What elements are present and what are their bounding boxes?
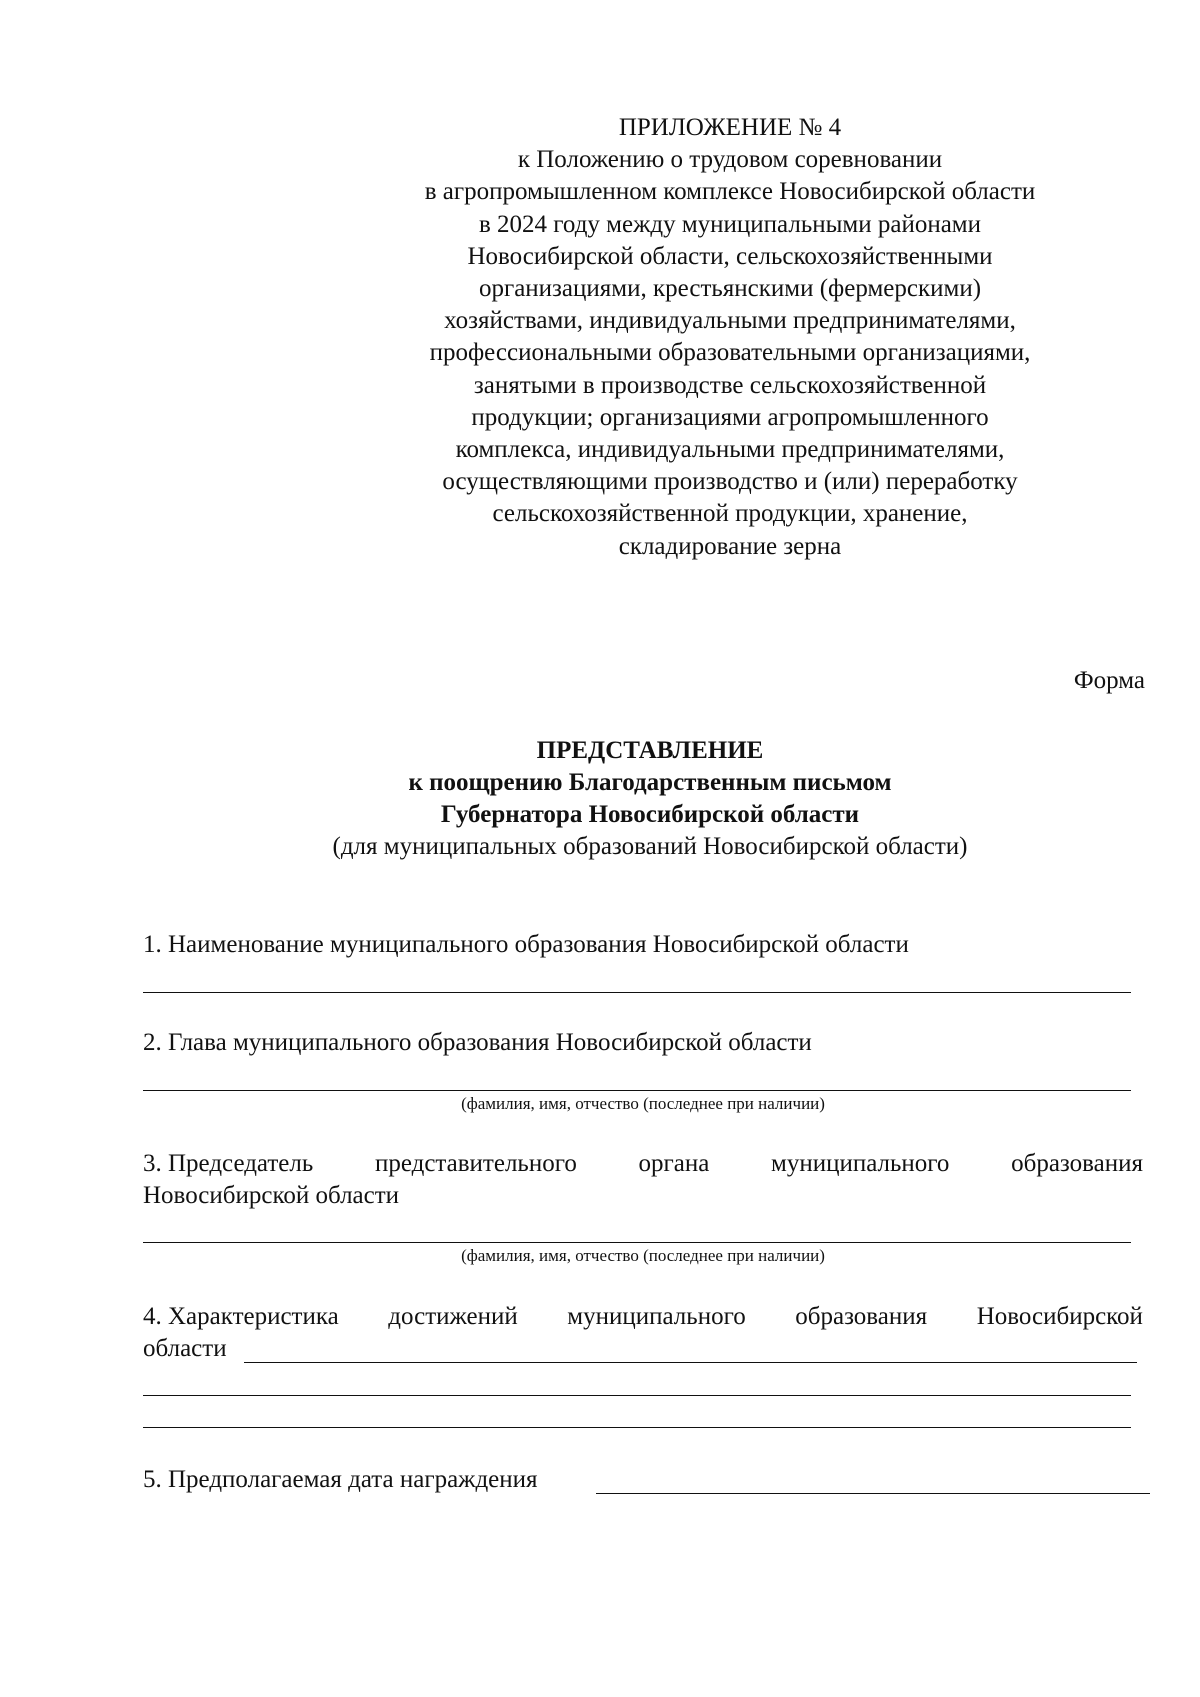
item-1-label: 1. Наименование муниципального образования Новосибирской области: [143, 931, 909, 958]
item-5-input-line[interactable]: [596, 1493, 1150, 1494]
item-1-input-line[interactable]: [143, 992, 1131, 993]
item-3-word: представительного: [374, 1150, 577, 1177]
item-3-label: [143, 1148, 1143, 1212]
appendix-line: профессиональными образовательными организациями,: [429, 339, 1031, 367]
item-2-caption: (фамилия, имя, отчество (последнее при наличии): [461, 1094, 825, 1113]
item-4-word: 4. Характеристика: [143, 1303, 339, 1330]
item-4-input-line-2[interactable]: [143, 1395, 1131, 1396]
item-4-input-line-3[interactable]: [143, 1427, 1131, 1428]
appendix-line: хозяйствами, индивидуальными предпринимателями,: [444, 307, 1016, 335]
document-title: [130, 735, 1170, 863]
appendix-line: организациями, крестьянскими (фермерскими): [478, 275, 982, 303]
title-subtitle-1: к поощрению Благодарственным письмом: [408, 769, 892, 796]
item-5-label: 5. Предполагаемая дата награждения: [143, 1466, 538, 1493]
item-4-label: [143, 1301, 1143, 1365]
item-3-caption: (фамилия, имя, отчество (последнее при наличии): [461, 1246, 825, 1265]
item-4-input-line-1[interactable]: [244, 1362, 1137, 1363]
appendix-line: сельскохозяйственной продукции, хранение,: [492, 500, 968, 528]
item-3-line-1: [143, 1148, 1143, 1180]
item-3-word: муниципального: [771, 1150, 950, 1177]
item-2-input-line[interactable]: [143, 1090, 1131, 1091]
item-3-input-line[interactable]: [143, 1242, 1131, 1243]
appendix-line: ПРИЛОЖЕНИЕ № 4: [618, 114, 842, 141]
item-3-word: органа: [638, 1150, 710, 1177]
appendix-line: в агропромышленном комплексе Новосибирской области: [424, 178, 1036, 206]
item-3-word: образования: [1011, 1150, 1143, 1177]
item-3-word: 3. Председатель: [143, 1150, 314, 1177]
item-4-word: Новосибирской: [976, 1303, 1143, 1330]
item-4-word: образования: [795, 1303, 928, 1330]
appendix-line: занятыми в производстве сельскохозяйственной: [473, 371, 987, 399]
appendix-line: продукции; организациями агропромышленного: [471, 403, 989, 431]
form-label: Форма: [1073, 667, 1145, 694]
appendix-line: к Положению о трудовом соревновании: [517, 146, 943, 174]
item-4-line-1: [143, 1301, 1143, 1333]
item-4-line-2: области: [143, 1335, 227, 1362]
title-note: (для муниципальных образований Новосибирской области): [332, 833, 968, 860]
item-4-word: достижений: [388, 1303, 518, 1330]
appendix-line: комплекса, индивидуальными предпринимателями,: [455, 436, 1005, 464]
appendix-line: Новосибирской области, сельскохозяйственными: [467, 242, 993, 270]
item-4-word: муниципального: [567, 1303, 746, 1330]
title-main: ПРЕДСТАВЛЕНИЕ: [536, 737, 764, 764]
title-subtitle-2: Губернатора Новосибирской области: [440, 801, 860, 828]
appendix-line: складирование зерна: [618, 532, 842, 560]
item-3-line-2: Новосибирской области: [143, 1182, 400, 1209]
item-2-label: 2. Глава муниципального образования Новосибирской области: [143, 1029, 812, 1056]
appendix-line: осуществляющими производство и (или) переработку: [442, 468, 1018, 496]
appendix-header: [420, 112, 1040, 563]
appendix-line: в 2024 году между муниципальными районами: [478, 210, 982, 238]
